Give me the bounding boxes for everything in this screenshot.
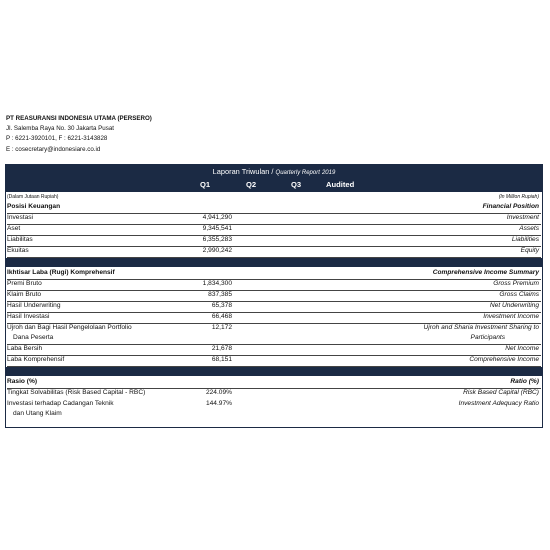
- section-title-right: Comprehensive Income Summary: [432, 269, 539, 276]
- table-row: [7, 334, 541, 345]
- table-row: [7, 280, 541, 291]
- section-title-right: Ratio (%): [510, 378, 539, 385]
- row-q1-value: 65,378: [211, 302, 232, 309]
- report-header: [6, 165, 542, 192]
- row-label-en: Liabilities: [511, 236, 539, 243]
- table-row: [7, 345, 541, 356]
- row-label: Ekuitas: [7, 247, 29, 254]
- row-q1-value: 9,345,541: [202, 225, 232, 232]
- company-email: E : cosecretary@indonesiare.co.id: [6, 145, 101, 153]
- row-q1-value: 6,355,283: [202, 236, 232, 243]
- report-year: 2019: [321, 170, 336, 176]
- row-q1-value: 2,990,242: [202, 247, 232, 254]
- row-label-en: Gross Premium: [493, 280, 539, 287]
- report-title-en: Quarterly Report: [275, 170, 320, 176]
- row-label: Aset: [7, 225, 21, 232]
- section-divider: [6, 367, 542, 376]
- section-divider: [6, 258, 542, 267]
- row-label: Hasil Investasi: [7, 313, 50, 320]
- table-row: [7, 389, 541, 399]
- column-q2: Q2: [246, 180, 257, 189]
- table-row: [7, 236, 541, 247]
- section-title-right: Financial Position: [482, 203, 539, 210]
- row-label-en: Ujroh and Sharia Investment Sharing to: [423, 324, 539, 331]
- row-q1-value: 4,941,290: [202, 214, 232, 221]
- row-label-en: Net Income: [505, 345, 539, 352]
- row-q1-value: 837,385: [208, 291, 232, 298]
- row-q1-value: 224.09%: [205, 389, 232, 396]
- row-label: Premi Bruto: [7, 280, 42, 287]
- row-label-en: Investment: [506, 214, 539, 221]
- row-label-en: Participants: [470, 334, 505, 341]
- section-financial-position: [7, 203, 541, 214]
- company-address: Jl. Salemba Raya No. 30 Jakarta Pusat: [6, 125, 114, 133]
- unit-left: (Dalam Jutaan Rupiah): [7, 194, 59, 200]
- row-label: Hasil Underwriting: [7, 302, 61, 309]
- row-label: Dana Peserta: [13, 334, 54, 341]
- column-q3: Q3: [291, 180, 302, 189]
- row-label: Tingkat Solvabilitas (Risk Based Capital - RBC): [7, 389, 146, 396]
- row-label: Investasi: [7, 214, 34, 221]
- table-row: [7, 410, 541, 420]
- table-row: [7, 324, 541, 334]
- row-label-en: Comprehensive Income: [469, 356, 539, 363]
- company-info: [6, 114, 152, 155]
- row-label-en: Investment Income: [483, 313, 539, 320]
- row-label: Investasi terhadap Cadangan Teknik: [7, 400, 114, 407]
- section-title-left: Posisi Keuangan: [7, 203, 61, 210]
- row-label: Ujroh dan Bagi Hasil Pengelolaan Portfolio: [7, 324, 132, 331]
- table-row: [7, 302, 541, 313]
- table-row: [7, 400, 541, 410]
- table-row: [7, 214, 541, 225]
- row-label: Liabilitas: [7, 236, 33, 243]
- report-title-id: Laporan Triwulan /: [212, 167, 274, 176]
- section-ratios: [7, 378, 541, 389]
- row-q1-value: 144.97%: [205, 400, 232, 407]
- table-row: [7, 247, 541, 258]
- row-q1-value: 68,151: [211, 356, 232, 363]
- row-q1-value: 66,468: [211, 313, 232, 320]
- row-label-en: Risk Based Capital (RBC): [463, 389, 539, 396]
- report-title: [6, 167, 542, 176]
- column-audited: Audited: [326, 180, 355, 189]
- row-label: Laba Komprehensif: [7, 356, 65, 363]
- row-label-en: Investment Adequacy Ratio: [458, 400, 539, 407]
- row-label-en: Equity: [520, 247, 539, 254]
- table-row: [7, 225, 541, 236]
- section-income-summary: [7, 269, 541, 280]
- row-label: Laba Bersih: [7, 345, 43, 352]
- table-row: [7, 313, 541, 324]
- row-q1-value: 1,834,300: [202, 280, 232, 287]
- row-label: dan Utang Klaim: [13, 410, 62, 417]
- unit-right: (In Million Rupiah): [498, 194, 539, 200]
- row-label-en: Net Underwriting: [489, 302, 539, 309]
- column-q1: Q1: [200, 180, 211, 189]
- section-title-left: Rasio (%): [7, 378, 38, 385]
- table-row: [7, 291, 541, 302]
- row-label-en: Gross Claims: [499, 291, 539, 298]
- company-name: PT REASURANSI INDONESIA UTAMA (PERSERO): [6, 115, 152, 122]
- table-row: [7, 356, 541, 367]
- row-q1-value: 21,678: [211, 345, 232, 352]
- row-label: Klaim Bruto: [7, 291, 42, 298]
- row-q1-value: 12,172: [211, 324, 232, 331]
- row-label-en: Assets: [519, 225, 539, 232]
- section-title-left: Ikhtisar Laba (Rugi) Komprehensif: [7, 269, 115, 276]
- company-phone: P : 6221-3920101, F : 6221-3143828: [6, 135, 108, 143]
